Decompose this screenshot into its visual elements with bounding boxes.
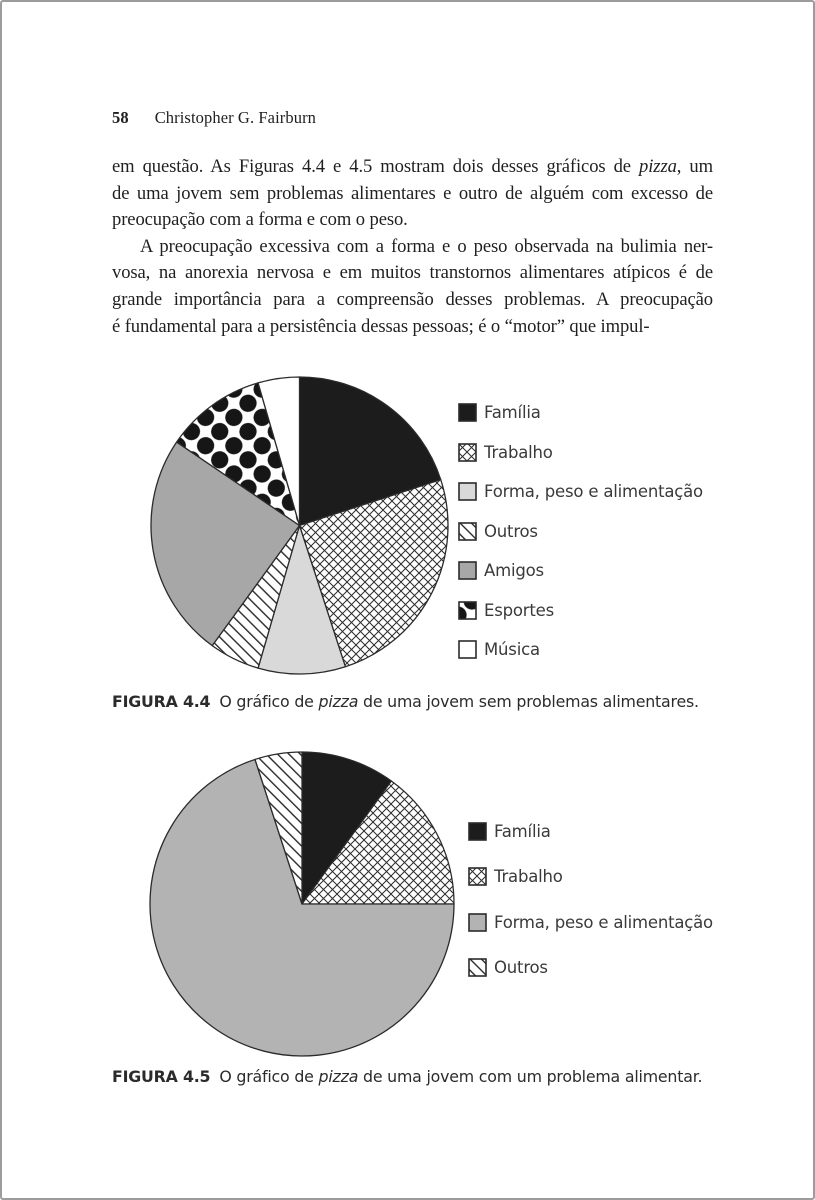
legend-item-familia xyxy=(468,809,713,854)
legend-swatch-crosshatch xyxy=(458,443,477,462)
text-run: é fundamental para a persistência dessas pessoas; é o “motor” que impul- xyxy=(112,315,650,337)
legend-item-trabalho xyxy=(458,433,703,473)
legend-label: Outros xyxy=(494,958,548,978)
text-run: A preocupação excessiva com a forma e o peso observada na bulimia ner- xyxy=(140,235,713,257)
legend-label: Forma, peso e alimentação xyxy=(494,912,713,932)
body-line xyxy=(112,260,713,287)
running-head-author: Christopher G. Fairburn xyxy=(154,108,317,127)
legend-swatch-solid-mid-gray-2 xyxy=(468,913,487,932)
text-run: preocupação com a forma e com o peso. xyxy=(112,209,408,231)
body-line xyxy=(112,234,713,261)
legend-swatch-solid-white xyxy=(458,640,477,659)
legend-swatch-diagonal-lines xyxy=(468,958,487,977)
legend-item-familia xyxy=(458,393,703,433)
caption-italic-word: pizza xyxy=(318,692,359,711)
body-line xyxy=(112,314,713,341)
legend-figure-4-4 xyxy=(458,393,703,670)
legend-swatch-polka-dots xyxy=(458,601,477,620)
legend-label: Família xyxy=(484,403,541,423)
legend-label: Trabalho xyxy=(484,442,553,462)
text-run: , um xyxy=(676,156,713,177)
legend-item-musica xyxy=(458,630,703,670)
legend-item-forma-peso-e-alimentacao xyxy=(468,900,713,945)
legend-item-amigos xyxy=(458,551,703,591)
legend-label: Trabalho xyxy=(494,867,563,887)
body-line xyxy=(112,181,713,208)
legend-swatch-solid-black xyxy=(458,403,477,422)
text-run: em questão. As Figuras 4.4 e 4.5 mostram dois desses gráficos de xyxy=(112,156,640,177)
text-run: de uma jovem sem problemas alimentares e outro de alguém com excesso de xyxy=(112,182,713,204)
legend-swatch-solid-black xyxy=(468,822,487,841)
caption-figure-4-5 xyxy=(112,1067,732,1086)
legend-label: Música xyxy=(484,640,540,660)
legend-swatch-diagonal-lines xyxy=(458,522,477,541)
pie-chart-figure-4-4 xyxy=(149,375,450,676)
pie-chart-figure-4-5 xyxy=(148,750,456,1058)
legend-item-outros xyxy=(468,945,713,990)
legend-item-forma-peso-e-alimentacao xyxy=(458,472,703,512)
legend-swatch-solid-light-gray xyxy=(458,482,477,501)
page-number: 58 xyxy=(112,108,129,127)
legend-swatch-solid-mid-gray xyxy=(458,561,477,580)
legend-item-outros xyxy=(458,512,703,552)
legend-figure-4-5 xyxy=(468,809,713,990)
caption-text: O gráfico de xyxy=(219,1067,319,1086)
caption-label: FIGURA 4.5 xyxy=(112,1067,211,1086)
caption-figure-4-4 xyxy=(112,692,732,711)
legend-label: Esportes xyxy=(484,600,554,620)
body-text xyxy=(112,154,713,340)
body-line xyxy=(112,207,713,234)
body-line xyxy=(112,287,713,314)
italic-text: pizza xyxy=(639,156,677,177)
legend-item-esportes xyxy=(458,591,703,631)
legend-swatch-crosshatch xyxy=(468,867,487,886)
text-run: grande importância para a compreensão desses problemas. A preocupação xyxy=(112,288,713,310)
running-head xyxy=(112,108,712,128)
caption-text-end: de uma jovem com um problema alimentar. xyxy=(358,1067,703,1086)
legend-label: Outros xyxy=(484,521,538,541)
caption-label: FIGURA 4.4 xyxy=(112,692,211,711)
caption-italic-word: pizza xyxy=(318,1067,359,1086)
caption-text-end: de uma jovem sem problemas alimentares. xyxy=(358,692,699,711)
text-run: vosa, na anorexia nervosa e em muitos transtornos alimentares atípicos é de xyxy=(112,262,713,284)
caption-text: O gráfico de xyxy=(219,692,319,711)
legend-label: Amigos xyxy=(484,561,544,581)
body-line xyxy=(112,154,713,181)
legend-label: Forma, peso e alimentação xyxy=(484,482,703,502)
legend-label: Família xyxy=(494,822,551,842)
legend-item-trabalho xyxy=(468,854,713,899)
